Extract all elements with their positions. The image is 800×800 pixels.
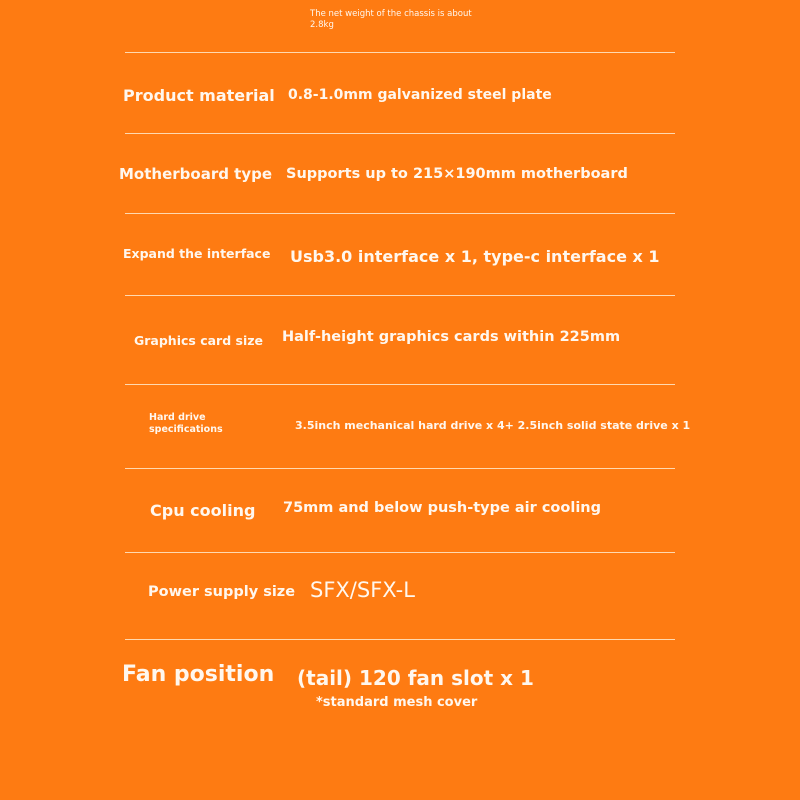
spec-value-hard-drive: 3.5inch mechanical hard drive x 4+ 2.5inch solid state drive x 1 [295, 419, 691, 432]
chassis-weight-note [310, 9, 500, 31]
spec-label-hard-drive [149, 412, 223, 436]
divider [125, 384, 675, 385]
divider [125, 468, 675, 469]
spec-label-hard-drive-line2: specifications [149, 424, 223, 435]
spec-value-product-material: 0.8-1.0mm galvanized steel plate [288, 87, 552, 103]
divider [125, 552, 675, 553]
spec-label-power-supply-size: Power supply size [148, 584, 296, 600]
divider [125, 133, 675, 134]
spec-value-motherboard-type: Supports up to 215×190mm motherboard [286, 166, 628, 182]
spec-label-motherboard-type: Motherboard type [119, 165, 273, 183]
spec-label-fan-position: Fan position [122, 662, 275, 687]
divider [125, 295, 675, 296]
spec-label-product-material: Product material [123, 86, 275, 105]
spec-label-hard-drive-line1: Hard drive [149, 412, 206, 423]
divider [125, 213, 675, 214]
spec-note-fan-position: *standard mesh cover [316, 695, 478, 710]
spec-value-expand-interface: Usb3.0 interface x 1, type-c interface x 1 [290, 247, 660, 266]
divider [125, 639, 675, 640]
spec-value-fan-position: (tail) 120 fan slot x 1 [297, 666, 534, 690]
chassis-weight-note-line1: The net weight of the chassis is about [310, 9, 472, 19]
spec-value-power-supply-size: SFX/SFX-L [310, 578, 415, 602]
spec-label-expand-interface: Expand the interface [123, 246, 271, 261]
spec-value-cpu-cooling: 75mm and below push-type air cooling [283, 500, 602, 516]
spec-label-cpu-cooling: Cpu cooling [150, 501, 256, 520]
spec-value-graphics-card-size: Half-height graphics cards within 225mm [282, 329, 621, 345]
spec-label-graphics-card-size: Graphics card size [134, 333, 263, 348]
chassis-weight-note-line2: 2.8kg [310, 20, 334, 30]
divider [125, 52, 675, 53]
